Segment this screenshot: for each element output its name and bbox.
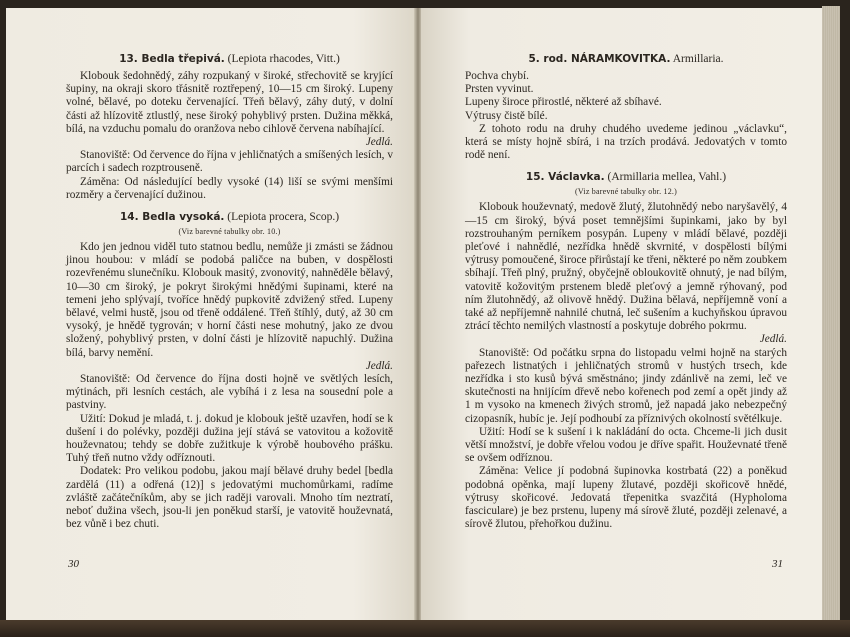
heading-vaclavka <box>465 170 787 184</box>
plate-reference: (Viz barevné tabulky obr. 10.) <box>178 227 281 237</box>
paragraph-note: Záměna: Velice jí podobná šupinovka kostrbatá (22) a poněkud podobná opěnka, mají lupeny žlutavé, později skořicově hnědé, výtrusy skořicové. Jedovatá třepenitka svazčitá (Hypholoma fasciculare) je bez prstenu, lupeny má sírově žluté, později zelenavé, a sírově žlutou, přehořkou dužinu. <box>465 465 787 531</box>
genus-line: Pochva chybí. <box>465 70 530 82</box>
paragraph-description: Kdo jen jednou viděl tuto statnou bedlu, nemůže ji zmásti se žádnou jinou houbou: v mládí se podobá paličce na buben, v dospělosti rozevřenému slunečníku. Klobouk masitý, zvonovitý, nahněděle bělavý, 10—30 cm široký, je pokryt širokými hnědými šupinami, které na temeni jeho splývají, tvoříce hnědý pupkovitě zdvižený střed. Lupeny bělavé, velmi hustě, jsou od třeně oddálené. Třeň štíhlý, dutý, až 30 cm vysoký, je hnědě tygrován; v horní části nese mohutný, jako ze dvou složený, pohyblivý prsten, v dolní části je hlízovitě napuchlý. Dužina bílá, barvy nemění. <box>66 241 393 359</box>
genus-line: Lupeny široce přirostlé, některé až sbíhavé. <box>465 96 662 109</box>
heading-title: 5. rod. NÁRAMKOVITKA. <box>528 53 671 65</box>
text-block-14 <box>66 241 393 531</box>
text-block-13 <box>66 70 393 202</box>
paragraph-habitat: Stanoviště: Od počátku srpna do listopadu velmi hojně na starých pařezech listnatých i jehličnatých stromů v hustých trsech, kde nezřídka i sto kusů bývá směstnáno; jindy zdánlivě na zemi, leč ve skutečnosti na hnijícím dřevě nebo kořenech pod zemí a opět jindy až 1 m vysoko na kmenech živých stromů, jež napadá jako nebezpečný cizopasník, hubíc je. Její podhoubí za příznivých okolností světélkuje. <box>465 346 787 425</box>
paragraph-description: Klobouk houževnatý, medově žlutý, žlutohnědý nebo naryšavělý, 4—15 cm široký, bývá poset temnějšími šupinkami, jako by byl rozstrouhaným perníkem posypán. Lupeny v mládí bělavé, později pleťové i nahnědlé, nezřídka hnědě skvrnité, v dospělosti bílými výtrusy pomoučené, široce přirůstají ke třeni, některé po něm zoubkem sbíhají. Třeň plný, pružný, obyčejně obloukovitě ohnutý, je nad bílým, vatovitě kožovitým prstenem bledě pleťový a jemně rýhovaný, pod ním žlutohnědý, až olivově hnědý. Dužina bělavá, nepříjemně voní a také až nepříjemně nahnilé chutná, leč sušením a kuchyňskou úpravou ztrácí těchto nemilých vlastností a poskytuje dobrého pokrmu. <box>465 201 787 333</box>
paragraph-note: Záměna: Od následující bedly vysoké (14) liší se svými menšími rozměry a červenající dužinou. <box>66 175 393 201</box>
left-page <box>6 8 415 620</box>
genus-line: Prsten vyvinut. <box>465 83 534 96</box>
genus-line: Výtrusy čistě bílé. <box>465 109 548 122</box>
table-surface <box>0 620 850 637</box>
paragraph-addendum: Dodatek: Pro velikou podobu, jakou mají bělavé druhy bedel [bedla zardělá (11) a odřená (12)] s jedovatými muchomůrkami, radíme zvláště začátečníkům, aby se jich raději varovali. Mnoho tím neztratí, neboť dužina všech, jsou-li jen poněkud starší, je vatovitě houževnatá, bez vůně i bez chuti. <box>66 465 393 531</box>
heading-latin: (Lepiota rhacodes, Vitt.) <box>227 53 340 65</box>
paragraph-genus-note: Z tohoto rodu na druhy chudého uvedeme jedinou „václavku“, která se místy hojně sbírá, i na trzích prodává. Jedovatých v tomto rodě není. <box>465 122 787 162</box>
text-block-15 <box>465 201 787 531</box>
paragraph-habitat: Stanoviště: Od července do října v jehličnatých a smíšených lesích, v parcích i sadech rozptrouseně. <box>66 149 393 175</box>
right-page <box>421 8 823 620</box>
heading-title: 13. Bedla třepivá. <box>119 53 225 65</box>
paragraph-use: Užití: Hodí se k sušení i k nakládání do octa. Chceme-li jich dusit větší množství, je dobře vřelou vodou je dříve spařit. Houževnaté třeně se ovšem odříznou. <box>465 425 787 465</box>
page-number: 31 <box>772 558 783 570</box>
plate-reference: (Viz barevné tabulky obr. 12.) <box>575 187 677 197</box>
heading-bedla-trepiva <box>66 52 393 66</box>
page-number: 30 <box>68 558 79 570</box>
edibility-label: Jedlá. <box>365 136 393 149</box>
heading-title: 14. Bedla vysoká. <box>119 211 225 224</box>
heading-genus-naramkovitka <box>465 52 787 66</box>
edibility-label: Jedlá. <box>365 359 393 372</box>
heading-latin: Armillaria. <box>672 53 724 65</box>
heading-bedla-vysoka <box>66 210 393 224</box>
paragraph-use: Užití: Dokud je mladá, t. j. dokud je klobouk ještě uzavřen, hodí se k dušení i do polévky, později dužina její stává se vatovitou a kožovitě houževnatou; tehdy se dobře zužitkuje k výrobě houbového prášku. Tuhý třeň nutno vždy odříznouti. <box>66 412 393 465</box>
heading-latin: (Armillaria mellea, Vahl.) <box>607 171 727 184</box>
paragraph-habitat: Stanoviště: Od července do října dosti hojně ve světlých lesích, mýtinách, při lesních cestách, ale vybíhá i z lesa na sousední pole a pastviny. <box>66 373 393 412</box>
paragraph-description: Klobouk šedohnědý, záhy rozpukaný v široké, střechovitě se kryjící šupiny, na okraji skoro třásnitě roztřepený, 10—15 cm široký. Lupeny volné, bělavé, po doteku červenající. Třeň bělavý, záhy dutý, v dolní části až hlízovitě ztlustlý, nese široký pohyblivý prsten. Dužina měkká, bílá, na vzduchu pomalu do oranžova nebo cihlově červena nabíhající. <box>66 70 393 135</box>
edibility-label: Jedlá. <box>759 333 787 346</box>
heading-title: 15. Václavka. <box>525 171 605 184</box>
page-edges <box>822 6 840 624</box>
heading-latin: (Lepiota procera, Scop.) <box>227 211 340 224</box>
genus-text-block <box>465 70 787 162</box>
